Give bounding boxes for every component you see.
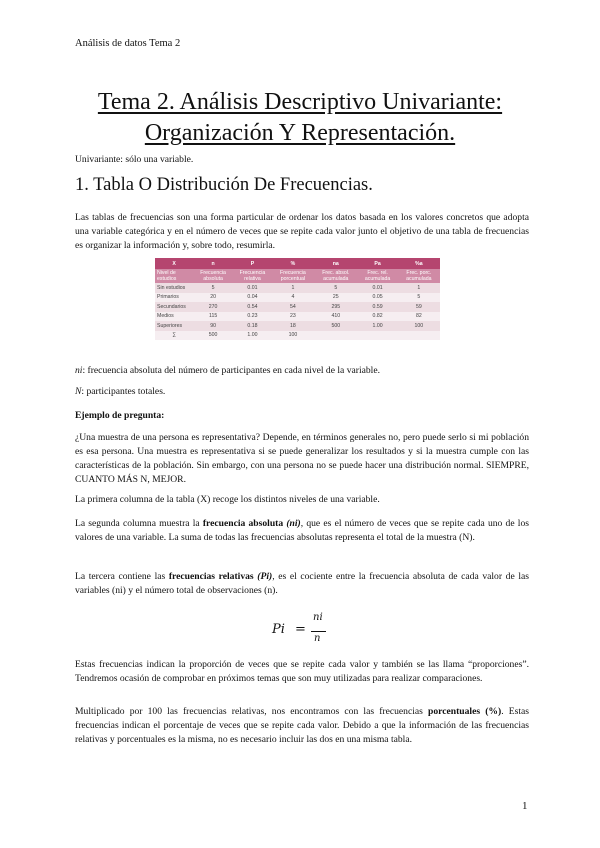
table-cell: Secundarios (155, 302, 193, 312)
table-cell: ∑ (155, 331, 193, 341)
table-cell: Medios (155, 312, 193, 322)
example-heading: Ejemplo de pregunta: (75, 410, 165, 421)
table-cell: 500 (193, 331, 233, 341)
univariante-definition: Univariante: sólo una variable. (75, 154, 194, 165)
table-cell: 0.59 (357, 302, 397, 312)
table-subheader-row (155, 269, 440, 283)
table-cell (398, 331, 440, 341)
section-heading: 1. Tabla O Distribución De Frecuencias. (75, 175, 373, 195)
table-cell: 4 (272, 293, 314, 303)
table-cell: 100 (272, 331, 314, 341)
table-cell: 5 (314, 283, 357, 293)
table-row (155, 321, 440, 331)
title-line-1: Tema 2. Análisis Descriptivo Univariante: (97, 89, 503, 115)
intro-paragraph: Las tablas de frecuencias son una forma particular de ordenar los datos basada en los valores concretos que adopta una variable categórica y en el número de veces que se repite cada valor junto el objetivo de una tabla de frecuencias es organizar la información y, sobre todo, resumirla. (75, 212, 529, 251)
formula-numerator: ni (313, 612, 323, 623)
definition-n-text: : frecuencia absoluta del número de participantes en cada nivel de la variable. (82, 365, 381, 376)
column-2-paragraph (75, 517, 529, 545)
column-1-paragraph: La primera columna de la tabla (X) recoge los distintos niveles de una variable. (75, 494, 380, 505)
table-cell: 1.00 (233, 331, 272, 341)
table-row (155, 293, 440, 303)
table-cell: 5 (193, 283, 233, 293)
table-cell: Superiores (155, 321, 193, 331)
formula-denominator: n (314, 633, 321, 644)
table-cell: 1 (398, 283, 440, 293)
table-cell: 59 (398, 302, 440, 312)
frequency-table (155, 258, 440, 340)
table-subheader-cell: Nivel de estudios (155, 269, 193, 283)
symbol-N: N (75, 386, 82, 397)
table-header-cell: %a (398, 258, 440, 269)
porc-text-a: Multiplicado por 100 las frecuencias relativas, nos encontramos con las frecuencias (75, 706, 429, 717)
col2-text-a: La segunda columna muestra la (75, 518, 203, 529)
table-cell: 5 (398, 293, 440, 303)
table-cell: Primarios (155, 293, 193, 303)
table-cell: 1 (272, 283, 314, 293)
table-cell: 0.04 (233, 293, 272, 303)
table-cell: 0.54 (233, 302, 272, 312)
table-cell: 0.23 (233, 312, 272, 322)
page-title (60, 87, 540, 149)
formula-lhs: Pi (272, 622, 285, 637)
table-header-cell: Pa (357, 258, 397, 269)
definition-n (75, 364, 529, 378)
example-paragraph: ¿Una muestra de una persona es representativa? Depende, en términos generales no, pero puede serlo si mi población es esa persona. Una muestra es representativa si se puede generalizar los resultados y si la muestra cumple con las características de la población. Sin embargo, con una persona no se puede hacer una distribución normal. SIEMPRE, CUANTO MÁS N, MEJOR. (75, 432, 529, 485)
table-cell: 0.18 (233, 321, 272, 331)
col2-bold: frecuencia absoluta (202, 518, 284, 529)
table-cell: 18 (272, 321, 314, 331)
table-cell: 82 (398, 312, 440, 322)
table-header-cell: P (233, 258, 272, 269)
table-row (155, 312, 440, 322)
col3-symbol: (Pi) (257, 571, 273, 582)
table-cell: 270 (193, 302, 233, 312)
table-row (155, 283, 440, 293)
proportions-paragraph: Estas frecuencias indican la proporción de veces que se repite cada valor y también se las llama “proporciones”. Tendremos ocasión de comprobar en próximos temas que son muy utilizadas para realizar comparaciones. (75, 659, 529, 684)
table-cell: Sin estudios (155, 283, 193, 293)
table-cell: 54 (272, 302, 314, 312)
table-cell: 0.82 (357, 312, 397, 322)
col3-text-a: La tercera contiene las (75, 571, 169, 582)
table-cell: 100 (398, 321, 440, 331)
definition-N-text: : participantes totales. (81, 386, 166, 397)
symbol-n: ni (75, 365, 83, 376)
table-header-row (155, 258, 440, 269)
porc-text-b: . Estas frecuencias indican el porcentaje de veces que se repite cada valor. Debido a que la información de las frecuencias relativas y porcentuales es la misma, no es necesario incluir las dos en una misma tabla. (75, 706, 529, 745)
table-subheader-cell: Frec. porc. acumulada (398, 269, 440, 283)
col3-bold: frecuencias relativas (168, 571, 254, 582)
table-subheader-cell: Frecuencia porcentual (272, 269, 314, 283)
column-3-paragraph (75, 570, 529, 598)
table-subheader-cell: Frecuencia absoluta (193, 269, 233, 283)
table-cell (314, 331, 357, 341)
table-cell: 0.01 (233, 283, 272, 293)
col2-symbol: (ni) (286, 518, 301, 529)
percentages-paragraph (75, 705, 529, 747)
page-number: 1 (522, 800, 528, 812)
table-header-cell: X (155, 258, 193, 269)
table-subheader-cell: Frec. rel. acumulada (357, 269, 397, 283)
table-subheader-cell: Frecuencia relativa (233, 269, 272, 283)
table-header-cell: na (314, 258, 357, 269)
table-cell: 25 (314, 293, 357, 303)
table-total-row (155, 331, 440, 341)
table-cell: 23 (272, 312, 314, 322)
table-cell: 115 (193, 312, 233, 322)
col2-text-b: , que es el número de veces que se repite cada uno de los valores de una variable. La suma de todas las frecuencias absolutas representa el total de la muestra (N). (75, 518, 529, 543)
table-cell: 500 (314, 321, 357, 331)
table-header-cell: % (272, 258, 314, 269)
formula-equals: = (295, 622, 306, 637)
table-cell: 1.00 (357, 321, 397, 331)
table-subheader-cell: Frec. absol. acumulada (314, 269, 357, 283)
table-cell: 90 (193, 321, 233, 331)
table-header-cell: n (193, 258, 233, 269)
formula-fraction-bar (311, 631, 326, 632)
porc-bold: porcentuales (%) (428, 706, 502, 717)
table-row (155, 302, 440, 312)
definition-N (75, 385, 529, 399)
table-cell: 20 (193, 293, 233, 303)
col3-text-b: , es el cociente entre la frecuencia absoluta de cada valor de las variables (ni) y el número total de observaciones (n). (75, 571, 529, 596)
table-cell: 295 (314, 302, 357, 312)
title-line-2: Organización Y Representación. (144, 120, 456, 146)
running-header: Análisis de datos Tema 2 (75, 38, 181, 49)
table-cell: 0.05 (357, 293, 397, 303)
table-cell: 410 (314, 312, 357, 322)
table-cell (357, 331, 397, 341)
table-cell: 0.01 (357, 283, 397, 293)
